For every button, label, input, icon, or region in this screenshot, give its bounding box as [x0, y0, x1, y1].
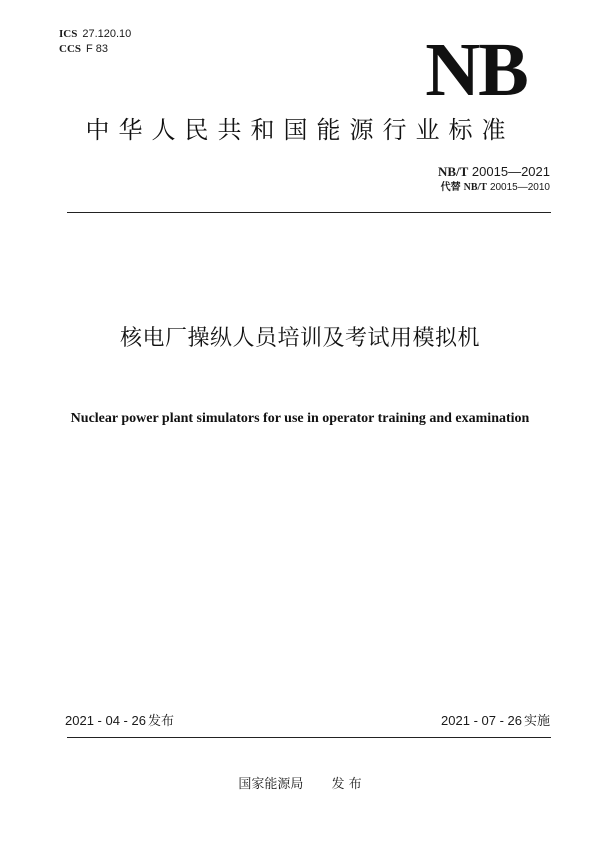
- nb-logo: NB: [425, 28, 527, 112]
- issuer-line: [0, 776, 600, 794]
- title-chinese: 核电厂操纵人员培训及考试用模拟机: [119, 326, 480, 351]
- ics-label: ICS: [59, 28, 78, 40]
- ics-code: [59, 28, 131, 41]
- issuer-name: 国家能源局: [238, 777, 304, 792]
- publish-label: 发布: [147, 714, 174, 729]
- replaces-label: 代替: [440, 182, 461, 193]
- standard-type: 中华人民共和国能源行业标准: [85, 116, 515, 144]
- ccs-label: CCS: [59, 43, 82, 55]
- publish-date-line: [65, 712, 174, 731]
- header-divider: [67, 212, 551, 213]
- footer-divider: [67, 737, 551, 738]
- issuer-action: 发 布: [331, 777, 362, 792]
- standard-code: [438, 164, 550, 180]
- implement-label: 实施: [523, 714, 550, 729]
- implement-date-line: [441, 712, 550, 731]
- publish-date: 2021 - 04 - 26: [65, 713, 146, 728]
- ccs-value: F 83: [86, 43, 109, 55]
- ccs-code: [59, 43, 108, 56]
- replaces-number: 20015—2010: [489, 182, 550, 193]
- ics-value: 27.120.10: [82, 28, 132, 40]
- title-english: Nuclear power plant simulators for use in operator training and examination: [70, 411, 530, 426]
- implement-date: 2021 - 07 - 26: [441, 713, 522, 728]
- replaces-prefix: NB/T: [463, 182, 487, 193]
- replaces-code: [441, 182, 550, 194]
- standard-code-prefix: NB/T: [437, 164, 469, 179]
- standard-code-number: 20015—2021: [471, 164, 550, 179]
